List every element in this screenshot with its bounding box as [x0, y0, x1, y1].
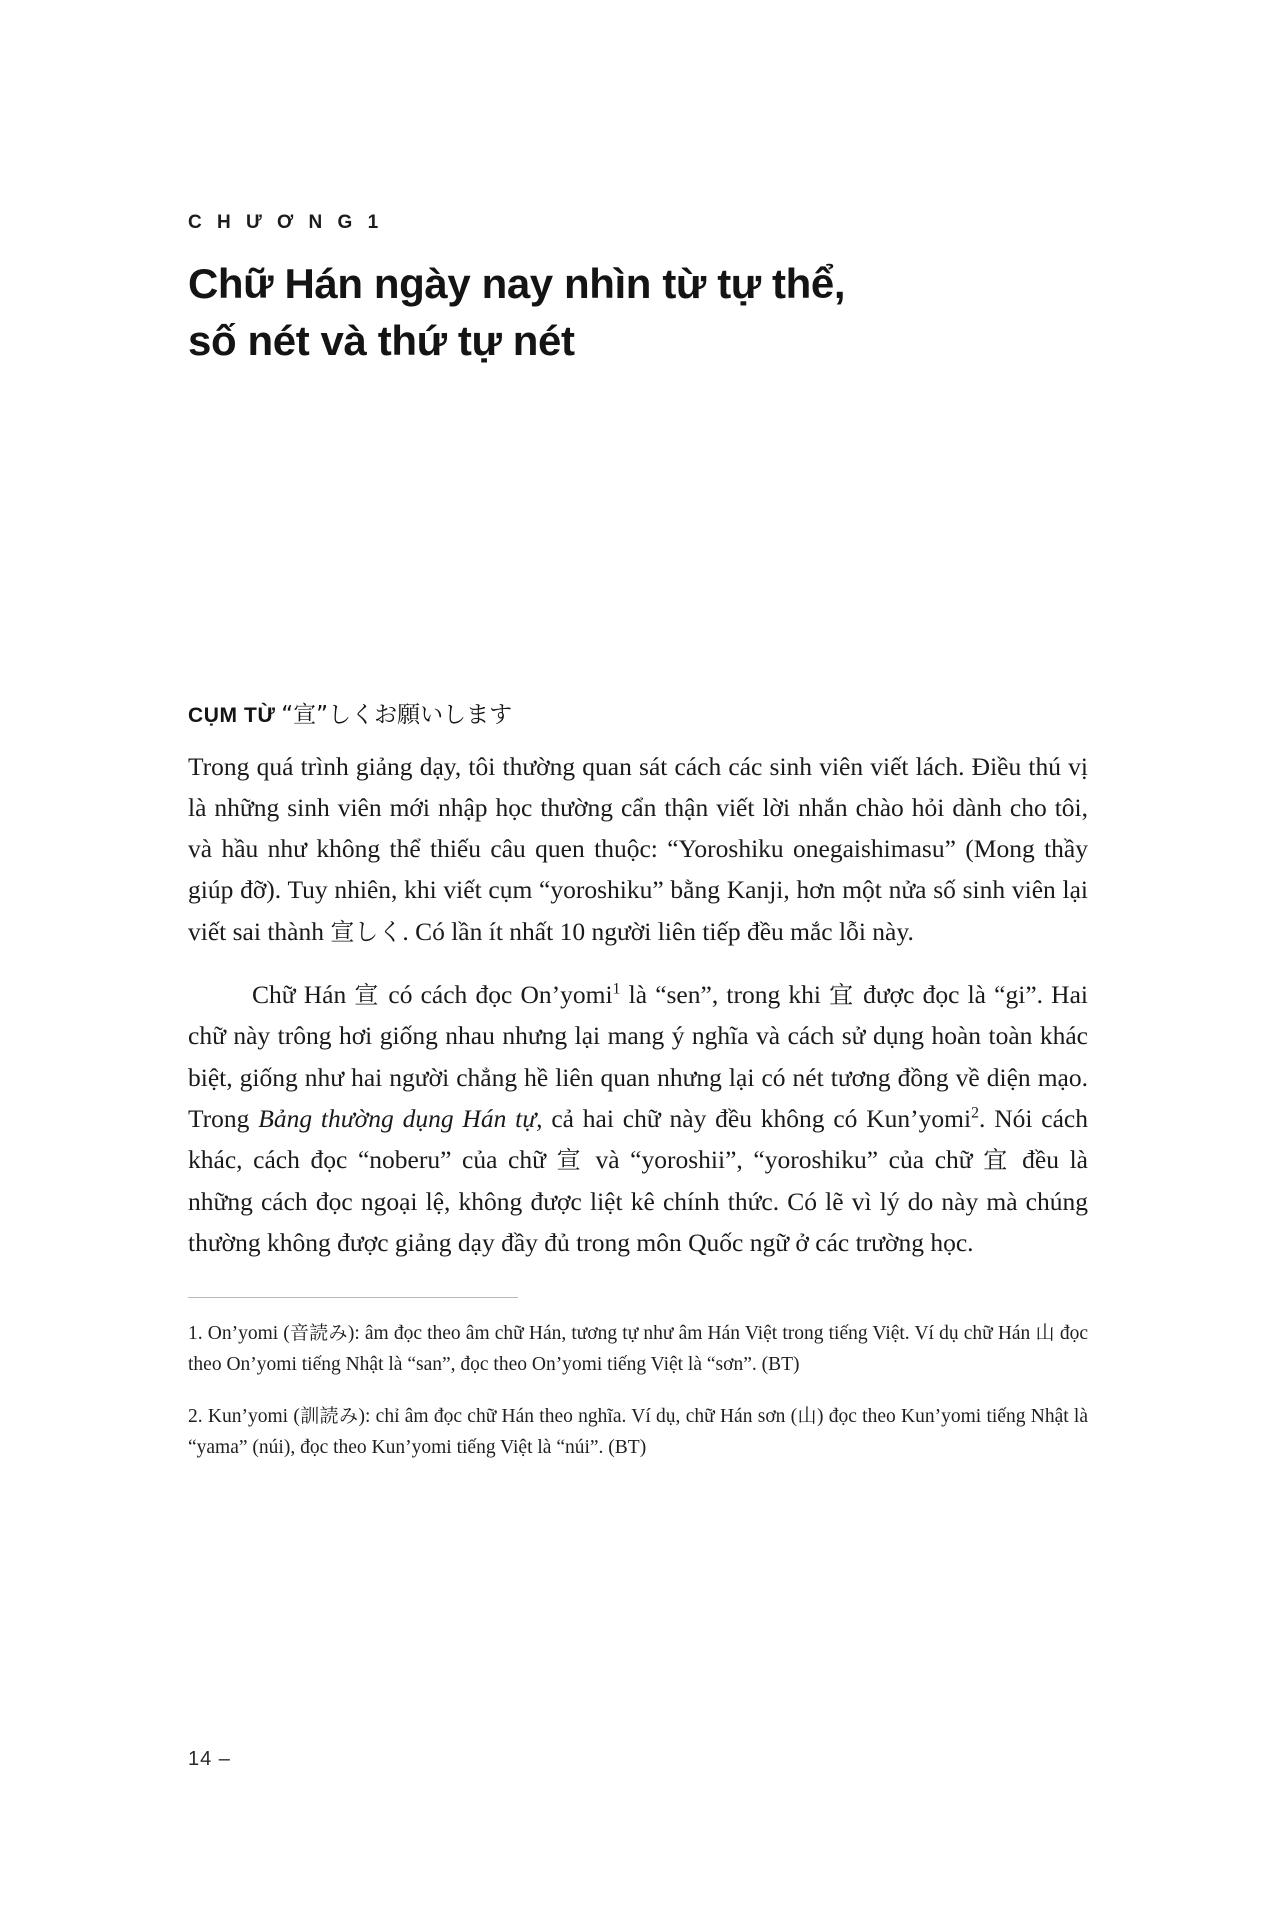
page-title	[188, 256, 1088, 369]
kanji-sen: 宣	[354, 981, 381, 1010]
paragraph-2: Chữ Hán 宣 có cách đọc On’yomi$^1$ là “sen”, trong khi 宜 được đọc là “gi”. Hai chữ này trông hơi giống nhau nhưng lại mang ý nghĩa và cách sử dụng hoàn toàn khác biệt, giống như hai người chẳng hề liên quan nhưng lại có nét tương đồng về diện mạo. Trong Bảng thường dụng Hán tự, cả hai chữ này đều không có Kun’yomi$^2$. Nói cách khác, cách đọc “noberu” của chữ 宣 và “yoroshii”, “yoroshiku” của chữ 宜 đều là những cách đọc ngoại lệ, không được liệt kê chính thức. Có lẽ vì lý do này mà chúng thường không được giảng dạy đầy đủ trong môn Quốc ngữ ở các trường học.	[188, 980, 1089, 1257]
footnote-ref-2: 2	[971, 1104, 979, 1122]
chapter-title-line-2: số nét và thứ tự nét	[188, 316, 575, 364]
kanji-sen: 宣	[330, 917, 355, 946]
chapter-label: C H Ư Ơ N G 1	[188, 212, 384, 233]
section-heading-japanese: “宣”しくお願いします	[281, 702, 513, 729]
kanji-sen: 宣	[556, 1146, 585, 1175]
kanji-san: 山	[797, 1404, 817, 1427]
footnote-ref-1: 1	[612, 980, 621, 998]
footnote-divider	[188, 1297, 518, 1298]
footnote-2: 2. Kun’yomi (訓読み): chỉ âm đọc chữ Hán theo nghĩa. Ví dụ, chữ Hán sơn (山) đọc theo Kun’yomi tiếng Nhật là “yama” (núi), đọc theo Kun’yomi tiếng Việt là “núi”. (BT)	[188, 1404, 1088, 1458]
page-content	[188, 212, 1088, 1463]
section-heading-label: CỤM TỪ	[188, 704, 276, 728]
kanji-gi: 宜	[829, 981, 855, 1010]
kanji-kunyomi: 訓読み	[299, 1404, 359, 1427]
kana-shiku: しく	[354, 917, 403, 946]
section-heading	[188, 699, 1088, 731]
kanji-san: 山	[1035, 1322, 1055, 1345]
kanji-gi: 宜	[983, 1146, 1012, 1175]
chapter-title-line-1: Chữ Hán ngày nay nhìn từ tự thể,	[188, 260, 846, 307]
footnote-1: 1. On’yomi (音読み): âm đọc theo âm chữ Hán, tương tự như âm Hán Việt trong tiếng Việt. Ví dụ chữ Hán 山 đọc theo On’yomi tiếng Nhật là “san”, đọc theo On’yomi tiếng Việt là “sơn”. (BT)	[188, 1322, 1088, 1376]
kanji-onyomi: 音読み	[289, 1322, 348, 1345]
page-number: 14 –	[188, 1748, 231, 1770]
paragraph-1: Trong quá trình giảng dạy, tôi thường quan sát cách các sinh viên viết lách. Điều thú vị là những sinh viên mới nhập học thường cẩn thận viết lời nhắn chào hỏi dành cho tôi, và hầu như không thể thiếu câu quen thuộc: “Yoroshiku onegaishimasu” (Mong thầy giúp đỡ). Tuy nhiên, khi viết cụm “yoroshiku” bằng Kanji, hơn một nửa số sinh viên lại viết sai thành 宣しく. Có lần ít nhất 10 người liên tiếp đều mắc lỗi này.	[188, 751, 1088, 946]
book-reference: Bảng thường dụng Hán tự,	[258, 1103, 543, 1133]
